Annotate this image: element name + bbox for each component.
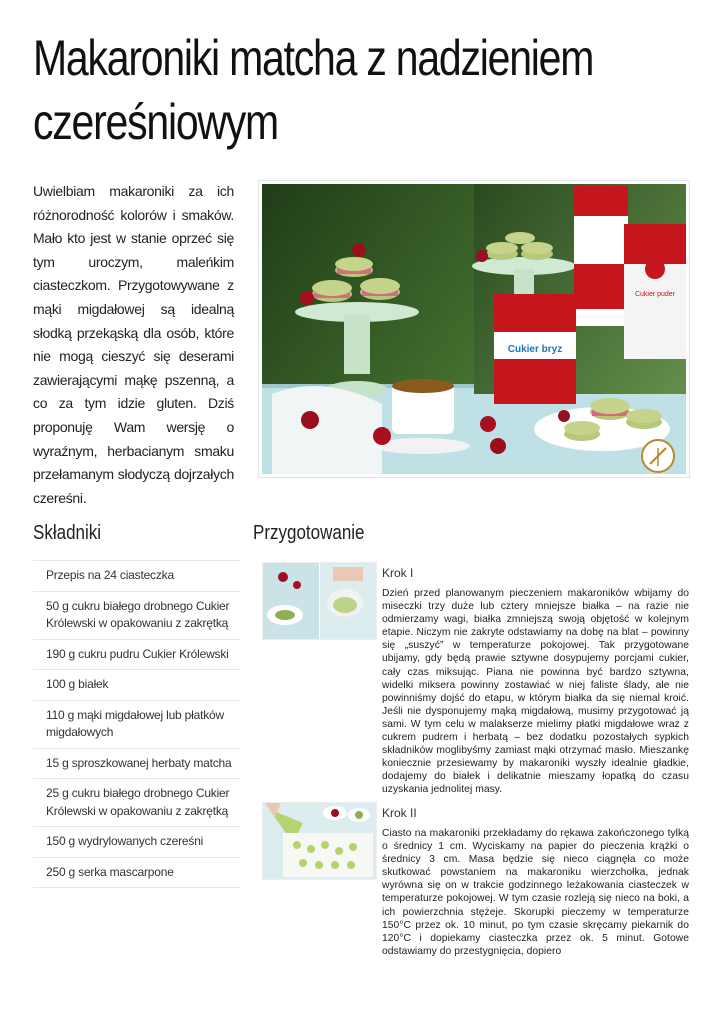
- step-2-label: Krok II: [382, 806, 417, 820]
- hero-photo-illustration: [262, 184, 686, 474]
- step-2-photo: [262, 802, 377, 880]
- preparation-heading: Przygotowanie: [253, 522, 365, 544]
- ingredients-heading: Składniki: [33, 522, 102, 544]
- intro-paragraph: Uwielbiam makaroniki za ich różnorodność kolorów i smaków. Mało kto jest w stanie oprzeć się tym uroczym, maleńkim ciasteczkom. Przygotowywane z mąki migdałowej są idealną słodką przekąską dla osób, które nie mogą cieszyć się deserami zawierającymi mąkę pszenną, a co za tym idzie gluten. Dziś proponuję Wam wersję o wyraźnym, herbacianym smaku przełamanym słodyczą dojrzałych czereśni.: [33, 183, 234, 506]
- step-2-text: Ciasto na makaroniki przekładamy do rękawa zakończonego tylką o średnicy 1 cm. Wyciskamy na papier do pieczenia krążki o średnicy 3 cm. Masa będzie się nieco ciągnęła co może skutkować powstaniem na makaroniku wierzchołka, jednak wyrówna się on w trakcie godzinnego leżakowania ciasteczek w temperaturze pokojowej. W tym czasie rozleją się nieco na boki, a ich powierzchnia stężeje. Skorupki pieczemy w temperaturze 150°C przez ok. 10 minut, po tym czasie skręcamy piekarnik do 120°C i dopiekamy ciasteczka przez ok. 5 minut. Gotowe odstawiamy do przestygnięcia, dopiero: [382, 828, 689, 957]
- list-item: 15 g sproszkowanej herbaty matcha: [33, 749, 240, 780]
- list-item: Przepis na 24 ciasteczka: [33, 561, 240, 592]
- page-title: Makaroniki matcha z nadzieniem czereśniowym: [33, 30, 594, 150]
- ingredients-list: [33, 560, 240, 888]
- list-item: 50 g cukru białego drobnego Cukier Królewski w opakowaniu z zakrętką: [33, 592, 240, 640]
- list-item: 150 g wydrylowanych czereśni: [33, 827, 240, 858]
- box-puder-label: Cukier puder: [634, 291, 676, 298]
- hero-photo: [258, 180, 690, 478]
- step-1-label: Krok I: [382, 566, 414, 580]
- list-item: 250 g serka mascarpone: [33, 858, 240, 889]
- list-item: 100 g białek: [33, 670, 240, 701]
- list-item: 25 g cukru białego drobnego Cukier Królewski w opakowaniu z zakrętką: [33, 779, 240, 827]
- step-1-photo: [262, 562, 377, 640]
- list-item: 190 g cukru pudru Cukier Królewski: [33, 640, 240, 671]
- list-item: 110 g mąki migdałowej lub płatków migdałowych: [33, 701, 240, 749]
- box-bryz-label: Cukier bryz: [507, 344, 563, 355]
- step-1-text: Dzień przed planowanym pieczeniem makaroników wbijamy do miseczki trzy duże lub cztery mniejsze białka – na razie nie odmierzamy wagi, białka zmniejszą swoją objętość w kolejnym etapie. Niczym nie zakryte odstawiamy na dobę na blat – powinny się „suszyć” w temperaturze pokojowej. Tak przygotowane ubijamy, gdy będą prawie sztywne dosypujemy porcjami cukier, cały czas miksując. Piana nie powinna być bardzo sztywna, widelki miksera powinny zostawiać w niej faliste ślady, ale nie powinniśmy dojść do etapu, w którym białka da się niemal kroić. Jeśli nie dysponujemy mąką migdałową, musimy przygotować ją sami. W tym celu w malakserze mielimy płatki migdałowe wraz z cukrem pudrem i herbatą – bez dodatku pozostałych sypkich składników moglibyśmy zamiast mąki otrzymać masło. Mieszankę koniecznie przesiewamy by makaroniki wyszły idealnie gładkie, dodajemy do białek i delikatnie mieszamy łopatką do czasu uzyskania jednolitej masy.: [382, 588, 689, 796]
